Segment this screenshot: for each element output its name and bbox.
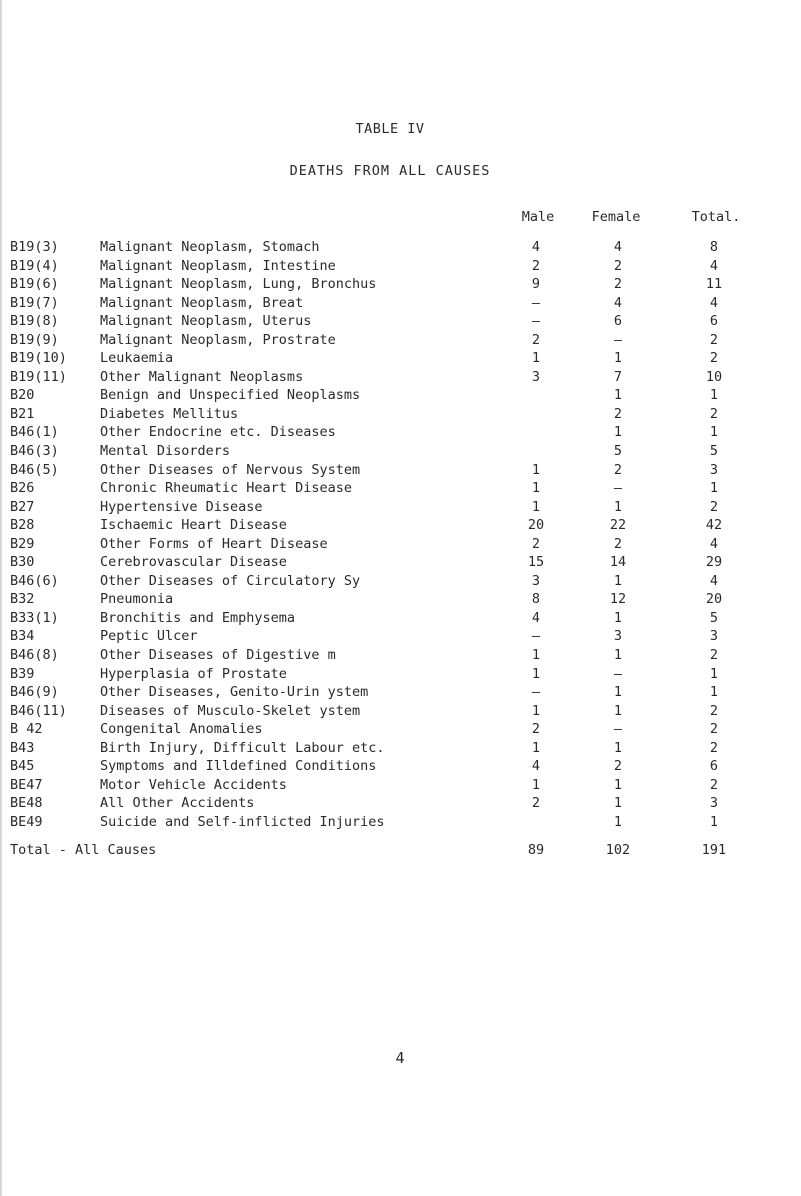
- cause-code: B46(8): [10, 647, 59, 664]
- cause-code: B19(7): [10, 294, 59, 311]
- male-count: –: [531, 294, 541, 311]
- male-count: 20: [527, 517, 545, 534]
- female-count: –: [613, 331, 623, 348]
- male-count: 3: [531, 572, 541, 589]
- female-count: –: [613, 665, 623, 682]
- total-count: 1: [709, 424, 719, 441]
- cause-code: B21: [10, 405, 35, 422]
- total-count: 6: [709, 758, 719, 775]
- female-count: 2: [613, 405, 623, 422]
- male-count: 1: [531, 350, 541, 367]
- female-count: 22: [609, 517, 627, 534]
- total-count: 6: [709, 313, 719, 330]
- female-count: 1: [613, 609, 623, 626]
- table-row: [0, 405, 801, 424]
- female-count: 12: [609, 591, 627, 608]
- total-count: 10: [705, 368, 723, 385]
- cause-code: B46(3): [10, 443, 59, 460]
- cause-name: Other Diseases, Genito-Urin ystem: [100, 684, 369, 701]
- cause-name: Malignant Neoplasm, Lung, Bronchus: [100, 276, 377, 293]
- total-count: 1: [709, 665, 719, 682]
- female-count: 7: [613, 368, 623, 385]
- male-count: 1: [531, 739, 541, 756]
- cause-name: Hyperplasia of Prostate: [100, 665, 287, 682]
- cause-code: B30: [10, 554, 35, 571]
- cause-code: B45: [10, 758, 35, 775]
- total-count: 4: [709, 294, 719, 311]
- cause-code: BE48: [10, 795, 43, 812]
- table-row: [0, 349, 801, 368]
- cause-code: B46(9): [10, 684, 59, 701]
- total-count: 3: [709, 795, 719, 812]
- column-header-male: Male: [521, 209, 555, 225]
- table-row: [0, 720, 801, 739]
- female-count: 14: [609, 554, 627, 571]
- cause-name: Benign and Unspecified Neoplasms: [100, 387, 361, 404]
- cause-code: B46(11): [10, 702, 67, 719]
- cause-code: B26: [10, 480, 35, 497]
- cause-name: Diseases of Musculo-Skelet ystem: [100, 702, 361, 719]
- female-count: 1: [613, 647, 623, 664]
- totals-label: Total - All Causes: [10, 842, 157, 858]
- total-count: 2: [709, 647, 719, 664]
- total-count: 5: [709, 443, 719, 460]
- cause-name: Diabetes Mellitus: [100, 405, 239, 422]
- total-count: 3: [709, 628, 719, 645]
- female-count: 1: [613, 776, 623, 793]
- female-count: 1: [613, 350, 623, 367]
- cause-name: Congenital Anomalies: [100, 721, 263, 738]
- total-count: 4: [709, 572, 719, 589]
- cause-name: Chronic Rheumatic Heart Disease: [100, 480, 352, 497]
- cause-name: All Other Accidents: [100, 795, 255, 812]
- female-count: 1: [613, 498, 623, 515]
- female-count: 1: [613, 702, 623, 719]
- cause-code: B32: [10, 591, 35, 608]
- male-count: 1: [531, 665, 541, 682]
- cause-code: B27: [10, 498, 35, 515]
- cause-name: Pneumonia: [100, 591, 174, 608]
- table-row: [0, 442, 801, 461]
- total-count: 4: [709, 535, 719, 552]
- cause-name: Other Malignant Neoplasms: [100, 368, 304, 385]
- female-count: 4: [613, 294, 623, 311]
- male-count: 2: [531, 257, 541, 274]
- cause-code: B19(9): [10, 331, 59, 348]
- cause-name: Malignant Neoplasm, Prostrate: [100, 331, 336, 348]
- table-row: [0, 627, 801, 646]
- cause-name: Other Diseases of Digestive m: [100, 647, 336, 664]
- column-header-female: Female: [591, 209, 641, 225]
- female-count: 1: [613, 684, 623, 701]
- cause-code: B19(10): [10, 350, 67, 367]
- cause-code: B39: [10, 665, 35, 682]
- male-count: 2: [531, 721, 541, 738]
- male-count: 8: [531, 591, 541, 608]
- cause-name: Malignant Neoplasm, Breat: [100, 294, 304, 311]
- table-row: [0, 516, 801, 535]
- female-count: 2: [613, 758, 623, 775]
- cause-code: B43: [10, 739, 35, 756]
- total-count: 3: [709, 461, 719, 478]
- female-count: 2: [613, 461, 623, 478]
- table-row: [0, 553, 801, 572]
- male-count: 2: [531, 535, 541, 552]
- total-count: 1: [709, 813, 719, 830]
- total-count: 4: [709, 257, 719, 274]
- cause-name: Mental Disorders: [100, 443, 231, 460]
- cause-code: B20: [10, 387, 35, 404]
- cause-name: Leukaemia: [100, 350, 174, 367]
- cause-name: Other Diseases of Circulatory Sy: [100, 572, 361, 589]
- cause-code: BE49: [10, 813, 43, 830]
- cause-name: Ischaemic Heart Disease: [100, 517, 287, 534]
- total-count: 2: [709, 739, 719, 756]
- totals-row: [0, 840, 801, 860]
- total-count: 11: [705, 276, 723, 293]
- male-count: 1: [531, 702, 541, 719]
- male-count: –: [531, 628, 541, 645]
- cause-name: Other Endocrine etc. Diseases: [100, 424, 336, 441]
- female-count: 2: [613, 276, 623, 293]
- male-count: 1: [531, 776, 541, 793]
- female-count: 3: [613, 628, 623, 645]
- table-row: [0, 646, 801, 665]
- female-count: 5: [613, 443, 623, 460]
- table-row: [0, 312, 801, 331]
- table-row: [0, 739, 801, 758]
- female-count: 1: [613, 739, 623, 756]
- table-row: [0, 757, 801, 776]
- cause-code: B19(8): [10, 313, 59, 330]
- page-number: 4: [395, 1049, 405, 1067]
- female-count: 1: [613, 572, 623, 589]
- table-row: [0, 572, 801, 591]
- male-count: –: [531, 313, 541, 330]
- table-row: [0, 238, 801, 257]
- table-row: [0, 665, 801, 684]
- total-count: 2: [709, 702, 719, 719]
- cause-code: B33(1): [10, 609, 59, 626]
- male-count: –: [531, 684, 541, 701]
- cause-name: Motor Vehicle Accidents: [100, 776, 287, 793]
- cause-code: B19(6): [10, 276, 59, 293]
- table-row: [0, 386, 801, 405]
- female-count: 1: [613, 795, 623, 812]
- male-count: 4: [531, 758, 541, 775]
- male-count: 4: [531, 609, 541, 626]
- totals-total: 191: [701, 842, 727, 858]
- female-count: 2: [613, 535, 623, 552]
- cause-code: B46(5): [10, 461, 59, 478]
- male-count: 1: [531, 647, 541, 664]
- table-row: [0, 609, 801, 628]
- cause-code: B29: [10, 535, 35, 552]
- total-count: 2: [709, 776, 719, 793]
- cause-name: Cerebrovascular Disease: [100, 554, 287, 571]
- table-row: [0, 368, 801, 387]
- column-header-total: Total.: [691, 209, 741, 225]
- total-count: 42: [705, 517, 723, 534]
- female-count: 1: [613, 813, 623, 830]
- cause-code: B46(6): [10, 572, 59, 589]
- cause-name: Suicide and Self-inflicted Injuries: [100, 813, 385, 830]
- cause-code: BE47: [10, 776, 43, 793]
- male-count: 1: [531, 498, 541, 515]
- male-count: 9: [531, 276, 541, 293]
- female-count: 1: [613, 424, 623, 441]
- table-row: [0, 257, 801, 276]
- cause-code: B34: [10, 628, 35, 645]
- total-count: 2: [709, 405, 719, 422]
- male-count: 1: [531, 480, 541, 497]
- cause-code: B19(4): [10, 257, 59, 274]
- female-count: 4: [613, 239, 623, 255]
- total-count: 2: [709, 331, 719, 348]
- cause-name: Other Forms of Heart Disease: [100, 535, 328, 552]
- cause-code: B46(1): [10, 424, 59, 441]
- table-row: [0, 683, 801, 702]
- table-subtitle: DEATHS FROM ALL CAUSES: [289, 163, 491, 179]
- male-count: 3: [531, 368, 541, 385]
- table-row: [0, 423, 801, 442]
- cause-name: Hypertensive Disease: [100, 498, 263, 515]
- female-count: 2: [613, 257, 623, 274]
- cause-code: B19(3): [10, 239, 59, 255]
- table-row: [0, 590, 801, 609]
- male-count: 1: [531, 461, 541, 478]
- male-count: 15: [527, 554, 545, 571]
- total-count: 20: [705, 591, 723, 608]
- total-count: 2: [709, 498, 719, 515]
- table-row: [0, 702, 801, 721]
- table-row: [0, 294, 801, 313]
- table-row: [0, 331, 801, 350]
- cause-name: Symptoms and Illdefined Conditions: [100, 758, 377, 775]
- female-count: 6: [613, 313, 623, 330]
- cause-name: Bronchitis and Emphysema: [100, 609, 296, 626]
- table-row: [0, 275, 801, 294]
- table-row: [0, 479, 801, 498]
- total-count: 2: [709, 721, 719, 738]
- table-body: [0, 238, 801, 832]
- total-count: 1: [709, 684, 719, 701]
- table-row: [0, 794, 801, 813]
- cause-code: B 42: [10, 721, 43, 738]
- table-row: [0, 776, 801, 795]
- total-count: 1: [709, 387, 719, 404]
- total-count: 5: [709, 609, 719, 626]
- table-row: [0, 498, 801, 517]
- cause-name: Peptic Ulcer: [100, 628, 198, 645]
- table-row: [0, 813, 801, 832]
- total-count: 29: [705, 554, 723, 571]
- cause-code: B19(11): [10, 368, 67, 385]
- totals-female: 102: [605, 842, 631, 858]
- cause-name: Birth Injury, Difficult Labour etc.: [100, 739, 385, 756]
- male-count: 2: [531, 331, 541, 348]
- cause-name: Malignant Neoplasm, Stomach: [100, 239, 320, 255]
- table-row: [0, 461, 801, 480]
- cause-name: Malignant Neoplasm, Uterus: [100, 313, 312, 330]
- male-count: 2: [531, 795, 541, 812]
- total-count: 8: [709, 239, 719, 255]
- total-count: 1: [709, 480, 719, 497]
- male-count: 4: [531, 239, 541, 255]
- cause-code: B28: [10, 517, 35, 534]
- total-count: 2: [709, 350, 719, 367]
- table-title: TABLE IV: [355, 121, 425, 137]
- female-count: –: [613, 480, 623, 497]
- cause-name: Malignant Neoplasm, Intestine: [100, 257, 336, 274]
- table-row: [0, 535, 801, 554]
- cause-name: Other Diseases of Nervous System: [100, 461, 361, 478]
- totals-male: 89: [527, 842, 545, 858]
- female-count: –: [613, 721, 623, 738]
- female-count: 1: [613, 387, 623, 404]
